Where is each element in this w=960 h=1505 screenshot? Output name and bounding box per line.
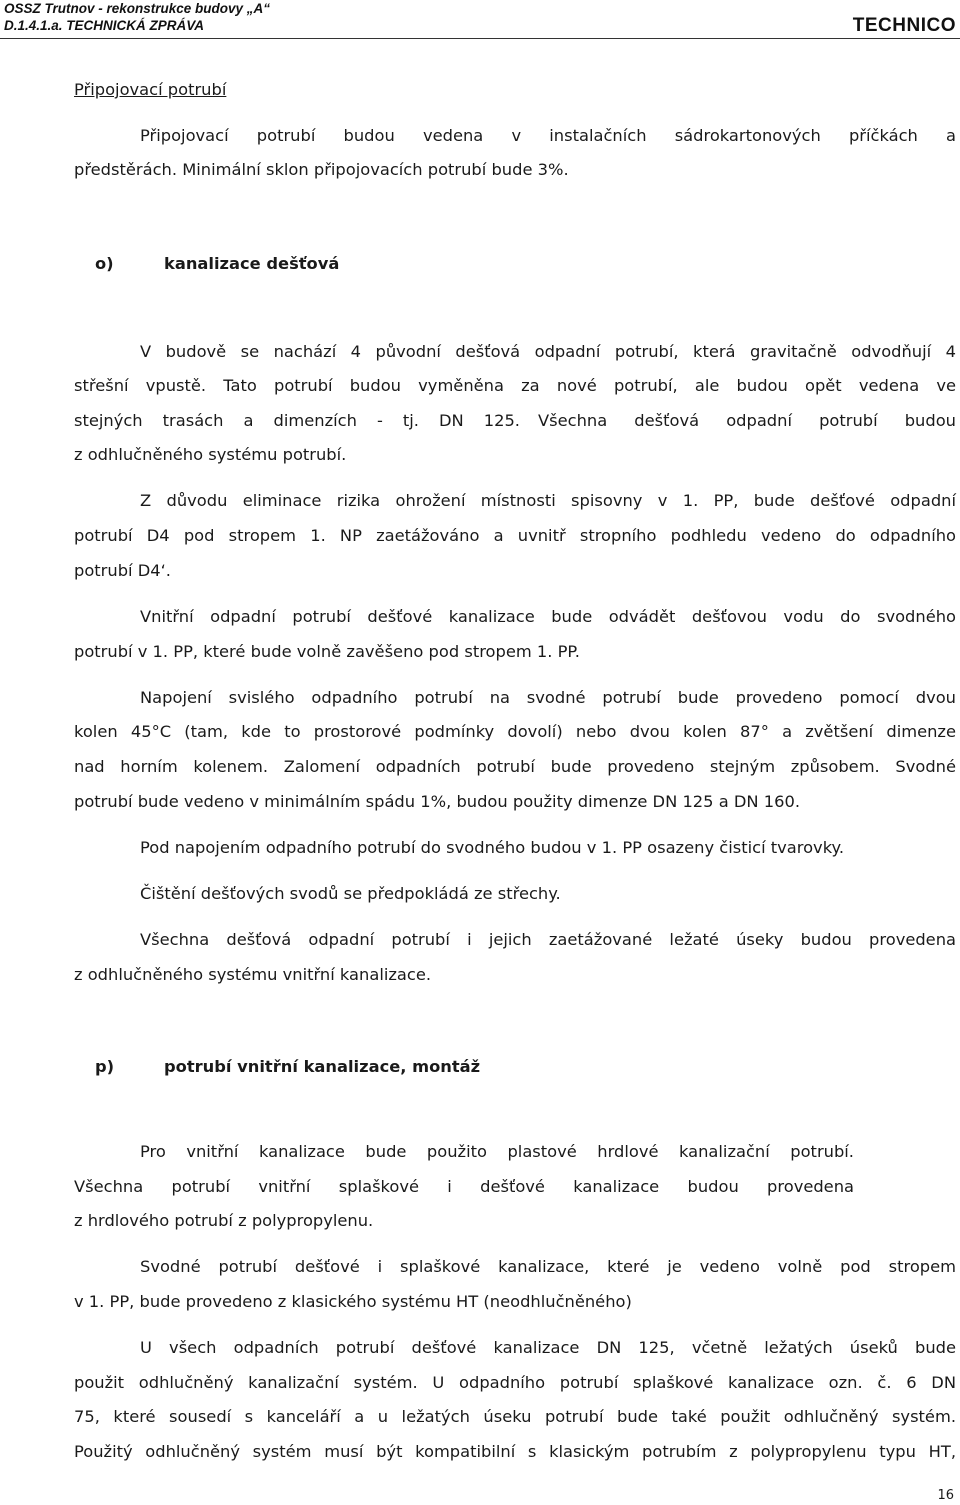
header-divider xyxy=(0,38,960,39)
paragraph-line: U všech odpadních potrubí dešťové kanalizace DN 125, včetně ležatých úseků bude xyxy=(140,1338,956,1357)
paragraph-line: použit odhlučněný kanalizační systém. U odpadního potrubí splaškové kanalizace ozn. č. 6 DN xyxy=(74,1373,956,1392)
paragraph-line: z odhlučněného systému potrubí. xyxy=(74,445,347,464)
paragraph-line: v 1. PP, bude provedeno z klasického systému HT (neodhlučněného) xyxy=(74,1292,632,1311)
paragraph-line: Všechna dešťová odpadní potrubí i jejich zaetážované ležaté úseky budou provedena xyxy=(140,930,956,949)
paragraph-line: Napojení svislého odpadního potrubí na svodné potrubí bude provedeno pomocí dvou xyxy=(140,688,956,707)
paragraph-line: Z důvodu eliminace rizika ohrožení místnosti spisovny v 1. PP, bude dešťové odpadní xyxy=(140,491,956,510)
section-title-o: kanalizace dešťová xyxy=(164,254,340,273)
paragraph-line: Pro vnitřní kanalizace bude použito plastové hrdlové kanalizační potrubí. xyxy=(140,1142,854,1161)
paragraph-line: střešní vpustě. Tato potrubí budou vyměněna za nové potrubí, ale budou opět vedena ve xyxy=(74,376,956,395)
page-header xyxy=(0,0,960,40)
paragraph-line: Pod napojením odpadního potrubí do svodného budou v 1. PP osazeny čisticí tvarovky. xyxy=(140,838,845,857)
paragraph-line: nad horním kolenem. Zalomení odpadních potrubí bude provedeno stejným způsobem. Svodné xyxy=(74,757,956,776)
paragraph-line: potrubí v 1. PP, které bude volně zavěšeno pod stropem 1. PP. xyxy=(74,642,580,661)
header-document-code: D.1.4.1.a. TECHNICKÁ ZPRÁVA xyxy=(4,18,205,33)
paragraph-line: Svodné potrubí dešťové i splaškové kanalizace, které je vedeno volně pod stropem xyxy=(140,1257,956,1276)
paragraph-line: předstěrách. Minimální sklon připojovacích potrubí bude 3%. xyxy=(74,160,569,179)
paragraph-line: z odhlučněného systému vnitřní kanalizace. xyxy=(74,965,432,984)
company-logo: TECHNICO xyxy=(852,15,956,36)
paragraph-line: potrubí bude vedeno v minimálním spádu 1%, budou použity dimenze DN 125 a DN 160. xyxy=(74,792,800,811)
paragraph-line: potrubí D4‘. xyxy=(74,561,171,580)
paragraph-line: z hrdlového potrubí z polypropylenu. xyxy=(74,1211,374,1230)
paragraph-line: Použitý odhlučněný systém musí být kompatibilní s klasickým potrubím z polypropylenu typu HT, xyxy=(74,1442,956,1461)
paragraph-line: kolen 45°C (tam, kde to prostorové podmínky dovolí) nebo dvou kolen 87° a zvětšení dimenze xyxy=(74,722,956,741)
paragraph-line: Všechna dešťová odpadní potrubí budou xyxy=(538,411,956,430)
paragraph-line: stejných trasách a dimenzích - tj. DN 125. xyxy=(74,411,520,430)
paragraph-line: V budově se nachází 4 původní dešťová odpadní potrubí, která gravitačně odvodňují 4 xyxy=(140,342,956,361)
header-project-title: OSSZ Trutnov - rekonstrukce budovy „A“ xyxy=(4,1,271,16)
paragraph-line: Čištění dešťových svodů se předpokládá ze střechy. xyxy=(140,884,561,903)
section-marker-o: o) xyxy=(95,254,114,273)
paragraph-line: Připojovací potrubí budou vedena v instalačních sádrokartonových příčkách a xyxy=(140,126,956,145)
section-title-p: potrubí vnitřní kanalizace, montáž xyxy=(164,1057,481,1076)
paragraph-line: Všechna potrubí vnitřní splaškové i dešťové kanalizace budou provedena xyxy=(74,1177,854,1196)
paragraph-line: 75, které sousedí s kanceláří a u ležatých úseku potrubí bude také použit odhlučněný systém. xyxy=(74,1407,956,1426)
paragraph-line: Vnitřní odpadní potrubí dešťové kanalizace bude odvádět dešťovou vodu do svodného xyxy=(140,607,956,626)
page-number: 16 xyxy=(937,1488,954,1503)
paragraph-line: potrubí D4 pod stropem 1. NP zaetážováno a uvnitř stropního podhledu vedeno do odpadního xyxy=(74,526,956,545)
section-marker-p: p) xyxy=(95,1057,115,1076)
section-heading-pripojovaci: Připojovací potrubí xyxy=(74,80,227,99)
